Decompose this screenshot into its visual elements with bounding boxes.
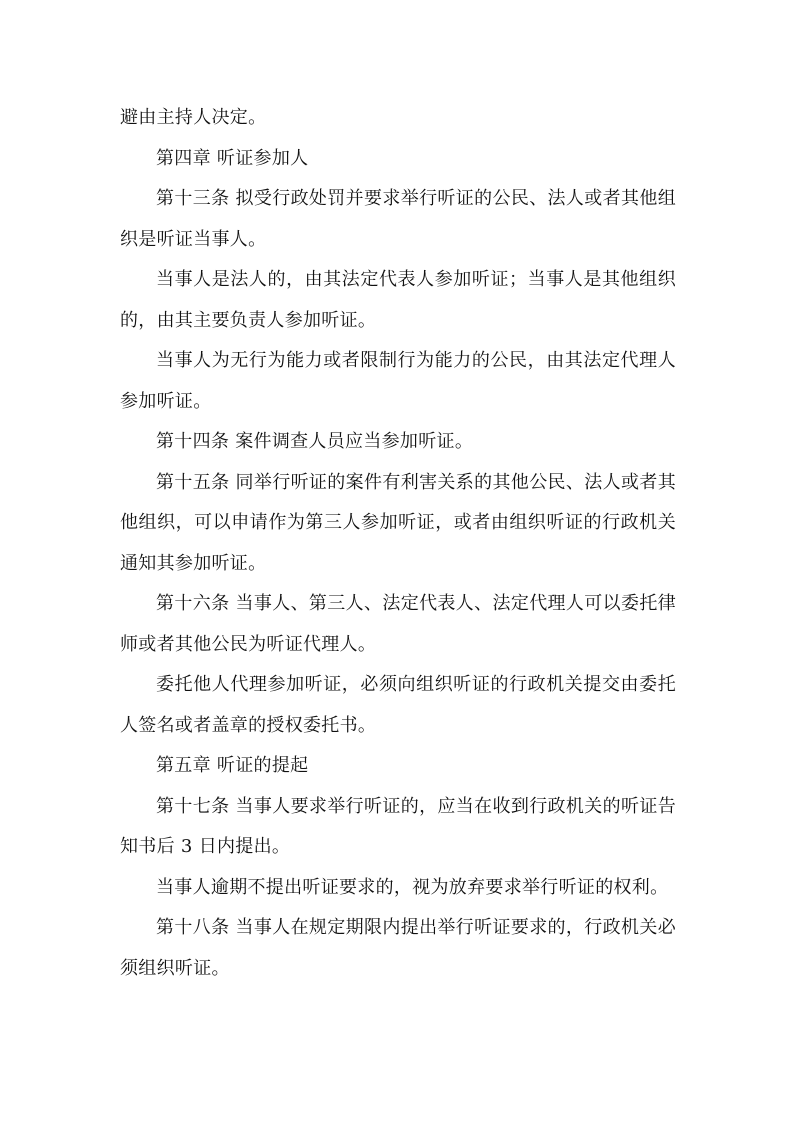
- article-15: 第十五条 同举行听证的案件有利害关系的其他公民、法人或者其他组织，可以申请作为第三人参加听证，或者由组织听证的行政机关通知其参加听证。: [120, 471, 676, 574]
- article-17: 第十七条 当事人要求举行听证的，应当在收到行政机关的听证告知书后 3 日内提出。: [120, 795, 676, 857]
- article-16: 第十六条 当事人、第三人、法定代表人、法定代理人可以委托律师或者其他公民为听证代理人。: [120, 593, 676, 655]
- article-16-paragraph-2: 委托他人代理参加听证，必须向组织听证的行政机关提交由委托人签名或者盖章的授权委托书。: [120, 674, 676, 736]
- chapter-heading-5: 第五章 听证的提起: [156, 755, 309, 776]
- article-13-paragraph-2: 当事人是法人的，由其法定代表人参加听证；当事人是其他组织的，由其主要负责人参加听证。: [120, 269, 676, 331]
- article-14: 第十四条 案件调查人员应当参加听证。: [156, 431, 474, 452]
- chapter-heading-4: 第四章 听证参加人: [156, 147, 309, 169]
- article-18: 第十八条 当事人在规定期限内提出举行听证要求的，行政机关必须组织听证。: [120, 917, 676, 979]
- article-13-paragraph-3: 当事人为无行为能力或者限制行为能力的公民，由其法定代理人参加听证。: [120, 350, 676, 412]
- paragraph-continuation: 避由主持人决定。: [120, 107, 267, 128]
- article-17-paragraph-2: 当事人逾期不提出听证要求的，视为放弃要求举行听证的权利。: [156, 876, 669, 898]
- document-body: [120, 98, 676, 989]
- article-13: 第十三条 拟受行政处罚并要求举行听证的公民、法人或者其他组织是听证当事人。: [120, 188, 676, 250]
